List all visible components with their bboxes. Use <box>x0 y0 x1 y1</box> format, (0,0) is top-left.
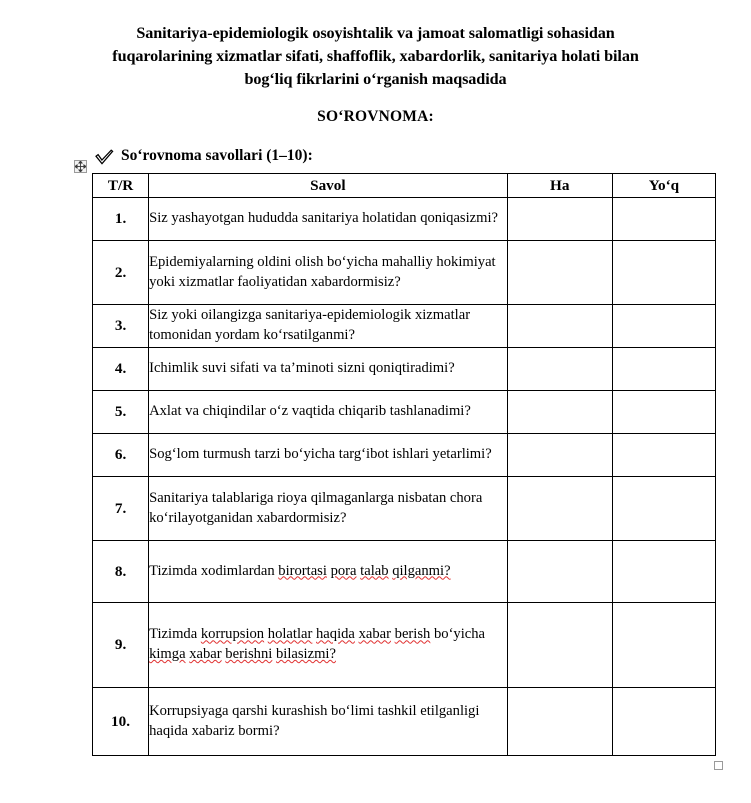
table-resize-handle[interactable] <box>714 761 723 770</box>
spellcheck-word: haqida <box>316 626 355 643</box>
table-row <box>93 305 716 348</box>
row-answer-yes[interactable] <box>507 688 612 756</box>
row-answer-no[interactable] <box>612 241 715 305</box>
table-row <box>93 688 716 756</box>
row-number: 9. <box>93 603 149 688</box>
check-mark-icon <box>95 149 114 166</box>
table-row <box>93 603 716 688</box>
row-answer-yes[interactable] <box>507 305 612 348</box>
table-row <box>93 541 716 603</box>
row-answer-no[interactable] <box>612 198 715 241</box>
table-header-row <box>93 174 716 198</box>
row-answer-yes[interactable] <box>507 391 612 434</box>
row-answer-yes[interactable] <box>507 477 612 541</box>
row-number: 1. <box>93 198 149 241</box>
row-number: 8. <box>93 541 149 603</box>
title-line-3: bog‘liq fikrlarini o‘rganish maqsadida <box>244 70 507 88</box>
row-number: 5. <box>93 391 149 434</box>
move-four-arrows-icon <box>75 161 86 172</box>
row-question: Siz yoki oilangizga sanitariya-epidemiologik xizmatlar tomonidan yordam ko‘rsatilganmi? <box>149 305 508 348</box>
spellcheck-word: berish <box>394 626 431 643</box>
column-header-question: Savol <box>149 174 508 198</box>
row-question: Siz yashayotgan hududda sanitariya holatidan qoniqasizmi? <box>149 198 508 241</box>
row-answer-no[interactable] <box>612 541 715 603</box>
spellcheck-word: xabar <box>189 646 222 662</box>
section-heading-label: So‘rovnoma savollari (1–10): <box>121 147 313 164</box>
row-answer-yes[interactable] <box>507 241 612 305</box>
table-row <box>93 198 716 241</box>
row-answer-no[interactable] <box>612 477 715 541</box>
table-row <box>93 434 716 477</box>
row-number: 4. <box>93 348 149 391</box>
row-answer-no[interactable] <box>612 391 715 434</box>
column-header-no: Yo‘q <box>612 174 715 198</box>
document-subtitle: SO‘ROVNOMA: <box>317 108 434 125</box>
row-number: 6. <box>93 434 149 477</box>
spellcheck-word: talab <box>360 562 389 579</box>
row-answer-yes[interactable] <box>507 198 612 241</box>
row-answer-yes[interactable] <box>507 603 612 688</box>
spellcheck-word: pora <box>330 562 357 579</box>
row-number: 3. <box>93 305 149 348</box>
row-number: 7. <box>93 477 149 541</box>
row-question: Sog‘lom turmush tarzi bo‘yicha targ‘ibot ishlari yetarlimi? <box>149 434 508 477</box>
row-answer-yes[interactable] <box>507 434 612 477</box>
row-number: 2. <box>93 241 149 305</box>
document-title <box>0 0 751 91</box>
spellcheck-word: holatlar <box>267 626 313 643</box>
spellcheck-word: qilganmi? <box>392 562 451 579</box>
spellcheck-word: korrupsion <box>200 626 265 643</box>
table-row <box>93 348 716 391</box>
row-question: Ichimlik suvi sifati va ta’minoti sizni qoniqtiradimi? <box>149 348 508 391</box>
spellcheck-word: bilasizmi? <box>275 646 336 662</box>
table-row <box>93 477 716 541</box>
title-line-2: fuqarolarining xizmatlar sifati, shaffoflik, xabardorlik, sanitariya holati bilan <box>112 47 639 65</box>
row-question: Epidemiyalarning oldini olish bo‘yicha mahalliy hokimiyat yoki xizmatlar faoliyatidan xabardormisiz? <box>149 241 508 305</box>
title-line-1: Sanitariya-epidemiologik osoyishtalik va jamoat salomatligi sohasidan <box>136 24 615 42</box>
row-question: Korrupsiyaga qarshi kurashish bo‘limi tashkil etilganligi haqida xabariz bormi? <box>149 688 508 756</box>
spellcheck-word: berishni <box>225 646 273 662</box>
table-row <box>93 391 716 434</box>
column-header-yes: Ha <box>507 174 612 198</box>
spellcheck-word: xabar <box>358 626 391 643</box>
row-question: Axlat va chiqindilar o‘z vaqtida chiqarib tashlanadimi? <box>149 391 508 434</box>
row-answer-yes[interactable] <box>507 348 612 391</box>
survey-table <box>92 173 716 756</box>
row-answer-no[interactable] <box>612 434 715 477</box>
row-number: 10. <box>93 688 149 756</box>
survey-table-wrapper <box>92 173 716 756</box>
section-heading <box>0 126 751 165</box>
row-question: Sanitariya talablariga rioya qilmaganlarga nisbatan chora ko‘rilayotganidan xabardormisiz? <box>149 477 508 541</box>
row-answer-no[interactable] <box>612 603 715 688</box>
row-answer-no[interactable] <box>612 348 715 391</box>
row-answer-no[interactable] <box>612 688 715 756</box>
table-row <box>93 241 716 305</box>
row-question: Tizimda korrupsion holatlar haqida xabar berish bo‘yicha kimga xabar berishni bilasizmi? <box>149 603 508 688</box>
row-answer-yes[interactable] <box>507 541 612 603</box>
spellcheck-word: birortasi <box>278 562 327 579</box>
spellcheck-word: kimga <box>149 646 186 662</box>
column-header-number: T/R <box>93 174 149 198</box>
table-move-handle[interactable] <box>74 160 87 173</box>
row-question: Tizimda xodimlardan birortasi pora talab qilganmi? <box>149 541 508 603</box>
row-answer-no[interactable] <box>612 305 715 348</box>
